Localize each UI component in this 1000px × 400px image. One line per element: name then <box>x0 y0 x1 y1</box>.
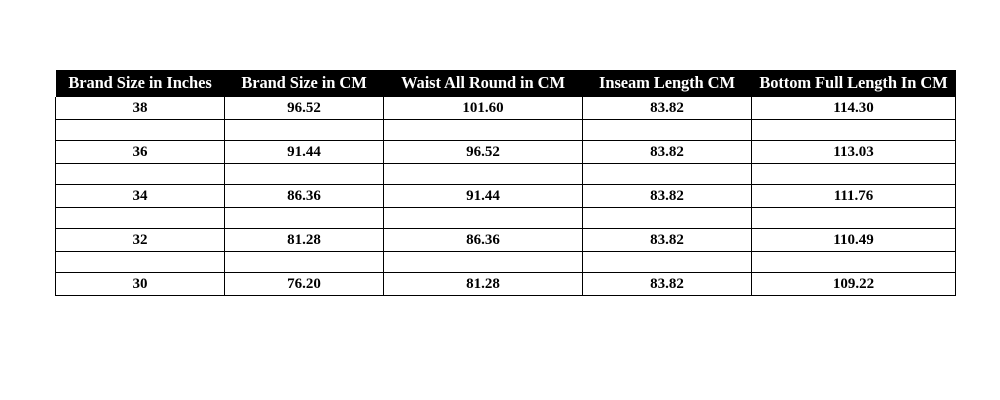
table-row <box>56 252 956 273</box>
cell-bottom-full-length-cm: 113.03 <box>752 141 956 164</box>
cell-brand-size-cm <box>225 164 384 185</box>
cell-bottom-full-length-cm: 110.49 <box>752 229 956 252</box>
cell-bottom-full-length-cm <box>752 252 956 273</box>
cell-bottom-full-length-cm <box>752 208 956 229</box>
cell-waist-all-round-cm: 91.44 <box>384 185 583 208</box>
cell-brand-size-cm: 96.52 <box>225 97 384 120</box>
cell-bottom-full-length-cm <box>752 120 956 141</box>
cell-brand-size-inches: 34 <box>56 185 225 208</box>
cell-brand-size-inches <box>56 120 225 141</box>
table-row <box>56 141 956 164</box>
cell-inseam-length-cm <box>583 208 752 229</box>
cell-waist-all-round-cm: 101.60 <box>384 97 583 120</box>
cell-inseam-length-cm <box>583 120 752 141</box>
size-chart-table <box>55 70 956 296</box>
table-header-row <box>56 70 956 97</box>
column-header-brand-size-inches: Brand Size in Inches <box>56 70 225 97</box>
cell-brand-size-cm: 91.44 <box>225 141 384 164</box>
cell-brand-size-cm <box>225 208 384 229</box>
cell-waist-all-round-cm <box>384 120 583 141</box>
cell-inseam-length-cm <box>583 252 752 273</box>
cell-waist-all-round-cm: 96.52 <box>384 141 583 164</box>
cell-waist-all-round-cm: 81.28 <box>384 273 583 296</box>
cell-brand-size-cm <box>225 120 384 141</box>
column-header-waist-all-round-cm: Waist All Round in CM <box>384 70 583 97</box>
cell-waist-all-round-cm <box>384 164 583 185</box>
table-row <box>56 273 956 296</box>
cell-inseam-length-cm: 83.82 <box>583 185 752 208</box>
table-row <box>56 164 956 185</box>
table-row <box>56 208 956 229</box>
cell-waist-all-round-cm <box>384 252 583 273</box>
column-header-brand-size-cm: Brand Size in CM <box>225 70 384 97</box>
cell-brand-size-inches: 30 <box>56 273 225 296</box>
table-row <box>56 120 956 141</box>
cell-brand-size-inches <box>56 164 225 185</box>
cell-inseam-length-cm: 83.82 <box>583 97 752 120</box>
cell-brand-size-inches: 38 <box>56 97 225 120</box>
cell-waist-all-round-cm: 86.36 <box>384 229 583 252</box>
table-header <box>56 70 956 97</box>
cell-brand-size-cm: 81.28 <box>225 229 384 252</box>
column-header-bottom-full-length-cm: Bottom Full Length In CM <box>752 70 956 97</box>
cell-brand-size-inches <box>56 208 225 229</box>
cell-waist-all-round-cm <box>384 208 583 229</box>
table-row <box>56 97 956 120</box>
cell-inseam-length-cm: 83.82 <box>583 273 752 296</box>
cell-bottom-full-length-cm: 109.22 <box>752 273 956 296</box>
cell-inseam-length-cm: 83.82 <box>583 141 752 164</box>
cell-brand-size-inches <box>56 252 225 273</box>
cell-brand-size-cm: 86.36 <box>225 185 384 208</box>
column-header-inseam-length-cm: Inseam Length CM <box>583 70 752 97</box>
cell-bottom-full-length-cm: 114.30 <box>752 97 956 120</box>
cell-bottom-full-length-cm: 111.76 <box>752 185 956 208</box>
table-row <box>56 185 956 208</box>
table-body <box>56 97 956 296</box>
cell-inseam-length-cm <box>583 164 752 185</box>
cell-brand-size-inches: 36 <box>56 141 225 164</box>
table-row <box>56 229 956 252</box>
cell-inseam-length-cm: 83.82 <box>583 229 752 252</box>
cell-bottom-full-length-cm <box>752 164 956 185</box>
cell-brand-size-cm: 76.20 <box>225 273 384 296</box>
cell-brand-size-cm <box>225 252 384 273</box>
cell-brand-size-inches: 32 <box>56 229 225 252</box>
